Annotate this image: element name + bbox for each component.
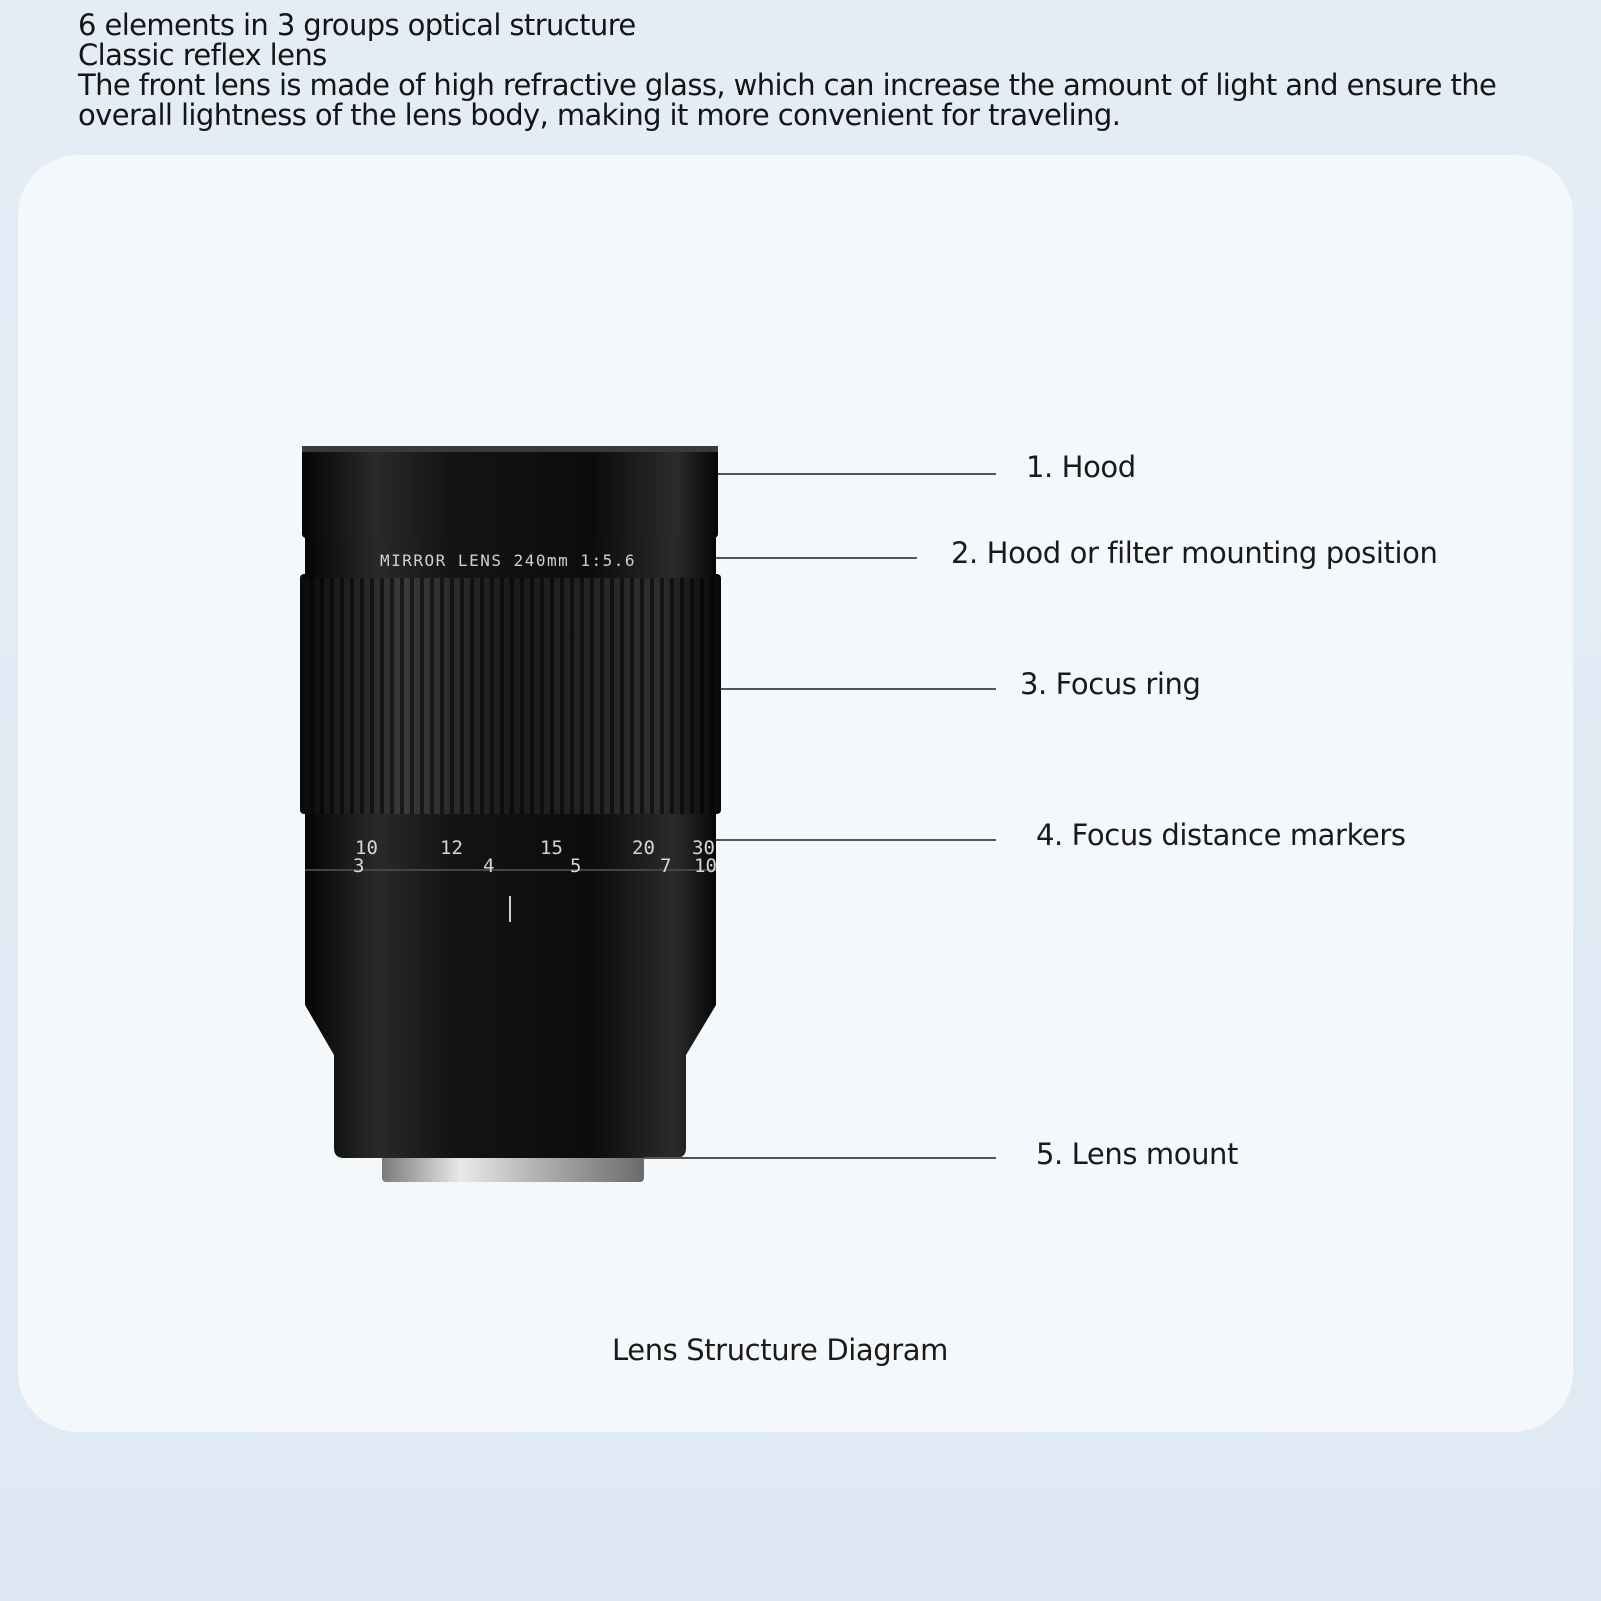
lens-hood (302, 446, 718, 538)
filter-mount-band (305, 536, 716, 578)
distance-mark-meters: 4 (483, 855, 495, 877)
distance-mark-meters: 3 (353, 855, 365, 877)
distance-mark-feet: 15 (540, 837, 563, 859)
diagram-caption: Lens Structure Diagram (612, 1333, 949, 1367)
intro-line-2: Classic reflex lens (78, 38, 327, 72)
lens-lower-body (305, 870, 716, 990)
distance-mark-feet: 20 (632, 837, 655, 859)
distance-mark-feet: 12 (440, 837, 463, 859)
focus-distance-scale (305, 810, 717, 877)
lens-rear-barrel (305, 985, 716, 1158)
callout-lens-mount: 5. Lens mount (1036, 1137, 1239, 1171)
distance-mark-meters: 7 (660, 855, 672, 877)
callout-distance-markers: 4. Focus distance markers (1036, 818, 1406, 852)
distance-mark-feet: 30 (692, 837, 715, 859)
intro-line-3: The front lens is made of high refractive glass, which can increase the amount of light and ensure the overall lightness of the lens body, making it more convenient for traveling. (78, 68, 1497, 132)
focus-ring (300, 574, 721, 814)
callout-filter-mount: 2. Hood or filter mounting position (951, 536, 1438, 570)
callout-hood: 1. Hood (1026, 450, 1136, 484)
callout-focus-ring: 3. Focus ring (1020, 667, 1201, 701)
distance-mark-feet: 10 (355, 837, 378, 859)
distance-mark-meters: 5 (570, 855, 582, 877)
lens-engraving: MIRROR LENS 240mm 1:5.6 (380, 551, 637, 570)
intro-line-1: 6 elements in 3 groups optical structure (78, 8, 636, 42)
distance-mark-meters: 10 (694, 855, 717, 877)
